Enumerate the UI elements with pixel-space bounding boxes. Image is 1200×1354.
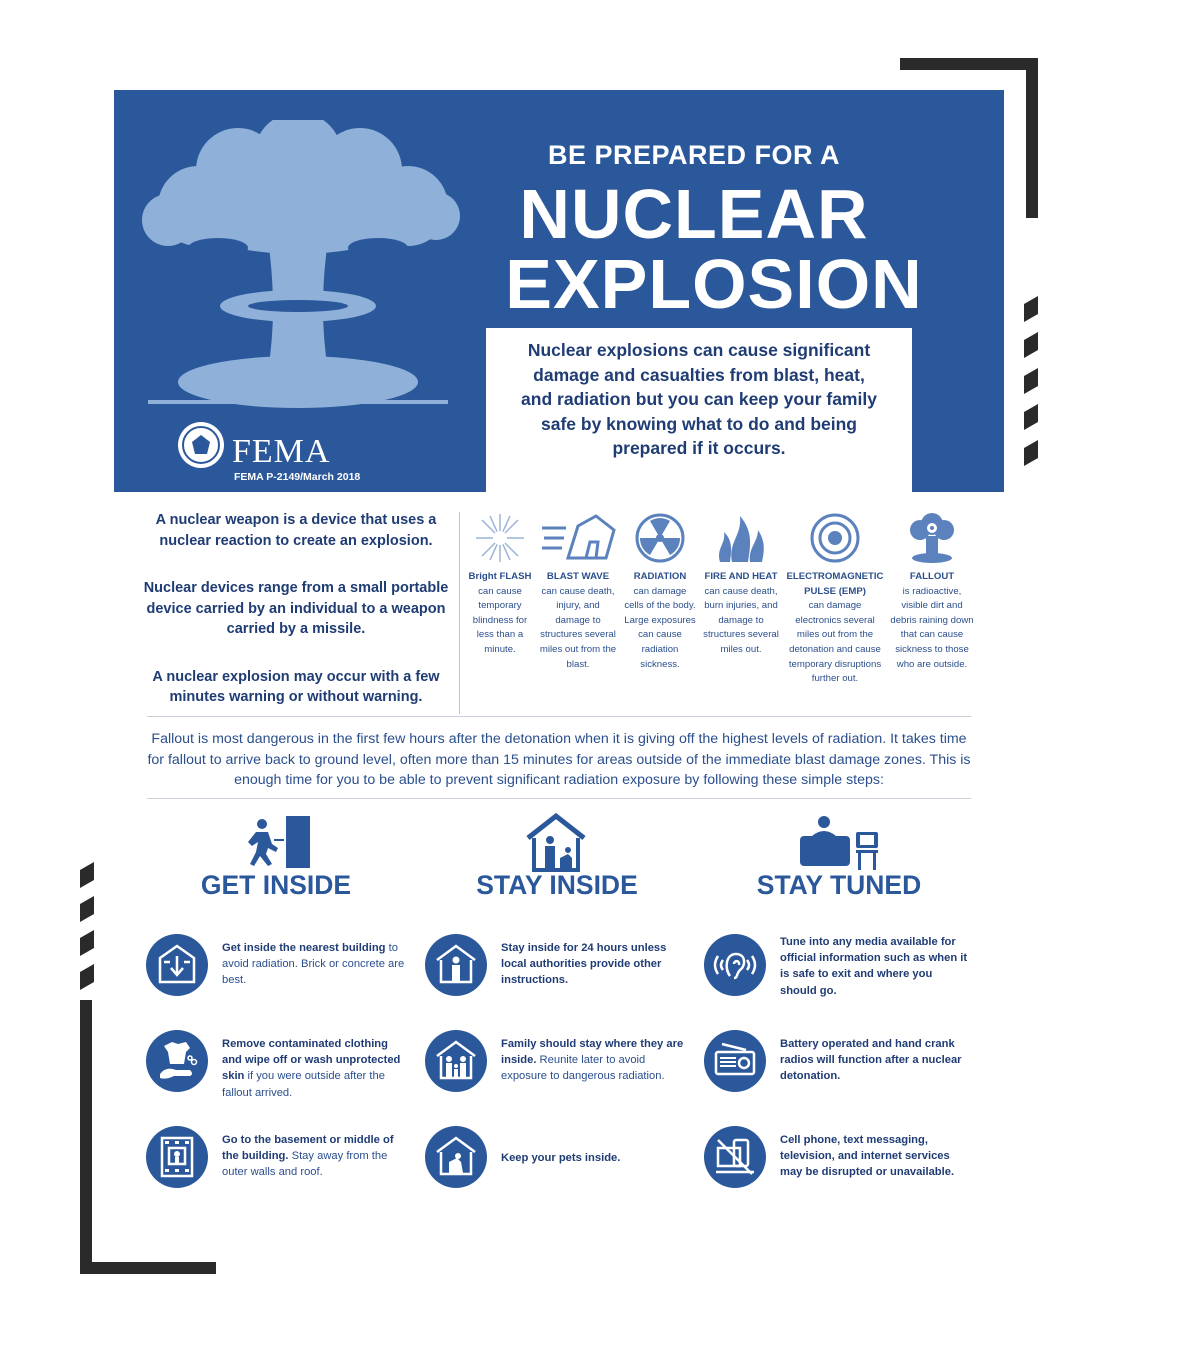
step-text <box>222 940 410 989</box>
title-line-1: NUCLEAR <box>519 175 869 253</box>
frame-right-bar <box>1026 58 1038 218</box>
step-get-inside-1 <box>146 934 408 998</box>
step-stay-tuned-1 <box>704 934 966 998</box>
step-icon-circle <box>425 934 487 996</box>
step-text-bold: Keep your pets inside. <box>501 1152 621 1164</box>
effect-radiation <box>624 512 696 672</box>
frame-stripe <box>1024 368 1038 394</box>
person-in-house-icon <box>425 934 487 996</box>
frame-stripe <box>80 896 94 922</box>
step-text-bold: Battery operated and hand crank radios will function after a nuclear detonation. <box>780 1038 962 1083</box>
ear-listening-icon <box>704 934 766 996</box>
effect-fallout <box>890 512 974 672</box>
frame-stripe <box>1024 296 1038 322</box>
step-text <box>501 1150 689 1166</box>
building-down-arrow-icon <box>146 934 208 996</box>
blast-wave-icon <box>540 512 616 564</box>
step-get-inside-2 <box>146 1030 408 1099</box>
step-text-rest: if you were outside after the fallout arrived. <box>222 1070 385 1099</box>
step-text-bold: Remove contaminated clothing and wipe off or wash unprotected skin <box>222 1038 401 1083</box>
step-text-bold: Go to the basement or middle of the building. <box>222 1134 394 1163</box>
frame-stripe <box>80 964 94 990</box>
fact-2: Nuclear devices range from a small portable device carried by an individual to a weapon carried by a missile. <box>143 580 449 637</box>
step-text-rest: Reunite later to avoid exposure to dangerous radiation. <box>501 1054 665 1083</box>
step-stay-inside-1 <box>425 934 687 998</box>
frame-stripe <box>80 930 94 956</box>
family-in-house-icon <box>425 1030 487 1092</box>
effect-title: BLAST WAVE <box>546 571 610 582</box>
step-text <box>501 940 689 989</box>
column-title-get-inside: GET INSIDE <box>200 870 352 900</box>
emp-icon <box>808 512 862 564</box>
step-text-bold: Tune into any media available for official information such as when it is safe to exit and where you should go. <box>780 936 968 997</box>
effect-emp <box>786 512 884 687</box>
step-text <box>780 934 968 999</box>
effect-fire <box>702 512 780 658</box>
divider <box>147 716 971 717</box>
step-get-inside-3 <box>146 1126 408 1190</box>
step-text-rest: to avoid radiation. Brick or concrete are best. <box>222 942 405 987</box>
effect-blast-wave <box>538 512 618 672</box>
no-phone-icon <box>704 1126 766 1188</box>
publication-number: FEMA P-2149/March 2018 <box>234 471 361 483</box>
building-center-icon <box>146 1126 208 1188</box>
effect-text: can damage electronics several miles out from the detonation and cause temporary disruptions further out. <box>788 600 882 685</box>
effect-title: ELECTROMAGNETIC PULSE (EMP) <box>786 571 884 597</box>
frame-left-bar <box>80 1000 92 1274</box>
column-title-stay-tuned: STAY TUNED <box>756 870 922 900</box>
running-to-door-icon <box>240 814 314 870</box>
step-text <box>222 1132 410 1181</box>
step-icon-circle <box>146 1030 208 1092</box>
fallout-icon <box>906 512 958 564</box>
frame-stripe <box>1024 332 1038 358</box>
fire-icon <box>714 512 768 564</box>
wash-hands-icon <box>146 1030 208 1092</box>
step-text <box>222 1036 410 1101</box>
step-icon-circle <box>704 1030 766 1092</box>
intro-text: Nuclear explosions can cause significant damage and casualties from blast, heat, and radiation but you can keep your family safe by knowing what to do and being prepared if it occurs. <box>521 340 877 459</box>
frame-stripe <box>80 862 94 888</box>
fact-1: A nuclear weapon is a device that uses a nuclear reaction to create an explosion. <box>155 512 437 549</box>
pet-in-house-icon <box>425 1126 487 1188</box>
step-text-bold: Get inside the nearest building <box>222 942 386 954</box>
intro-box <box>486 328 912 492</box>
frame-stripe <box>1024 404 1038 430</box>
step-icon-circle <box>704 1126 766 1188</box>
step-stay-inside-3 <box>425 1126 687 1190</box>
pre-title: BE PREPARED FOR A <box>547 140 841 170</box>
step-text-bold: Stay inside for 24 hours unless local authorities provide other instructions. <box>501 942 667 987</box>
step-icon-circle <box>146 1126 208 1188</box>
effect-title: RADIATION <box>633 571 687 582</box>
effect-text: can cause temporary blindness for less than a minute. <box>472 585 528 655</box>
step-stay-inside-2 <box>425 1030 687 1094</box>
step-icon-circle <box>425 1030 487 1092</box>
person-watching-tv-icon <box>798 814 882 872</box>
mushroom-cloud-icon <box>128 120 468 420</box>
step-text-bold: Family should stay where they are inside. <box>501 1038 684 1067</box>
fact-3: A nuclear explosion may occur with a few minutes warning or without warning. <box>152 668 440 705</box>
step-icon-circle <box>425 1126 487 1188</box>
dhs-seal-icon <box>176 420 226 470</box>
effect-text: can cause death, burn injuries, and damage to structures several miles out. <box>703 585 779 655</box>
step-stay-tuned-2 <box>704 1030 966 1094</box>
title-line-2: EXPLOSION <box>505 245 923 323</box>
divider <box>459 512 460 714</box>
step-text <box>501 1036 689 1085</box>
divider <box>147 798 971 799</box>
step-stay-tuned-3 <box>704 1126 966 1190</box>
frame-stripe <box>1024 440 1038 466</box>
step-text <box>780 1132 968 1181</box>
column-title-stay-inside: STAY INSIDE <box>476 870 638 900</box>
effect-title: FIRE AND HEAT <box>704 571 778 582</box>
radiation-icon <box>634 512 686 564</box>
step-icon-circle <box>704 934 766 996</box>
step-text-rest: Stay away from the outer walls and roof. <box>222 1150 388 1179</box>
effect-text: can cause death, injury, and damage to structures several miles out from the blast. <box>539 585 617 670</box>
frame-top-bar <box>900 58 1038 70</box>
effect-flash <box>466 512 534 658</box>
step-text <box>780 1036 968 1085</box>
radio-icon <box>704 1030 766 1092</box>
fema-logo: FEMA <box>232 433 331 470</box>
fallout-paragraph: Fallout is most dangerous in the first few hours after the detonation when it is giving off the highest levels of radiation. It takes time for fallout to arrive back to ground level, often more than 15 minutes for areas outside of the immediate blast damage zones. This is enough time for you to be able to prevent significant radiation exposure by following these simple steps: <box>147 731 971 788</box>
step-icon-circle <box>146 934 208 996</box>
facts-column <box>140 510 452 735</box>
effect-text: can damage cells of the body. Large exposures can cause radiation sickness. <box>624 585 696 670</box>
frame-bottom-bar <box>80 1262 216 1274</box>
header-banner <box>114 90 1004 492</box>
effect-title: FALLOUT <box>909 571 955 582</box>
effect-title: Bright FLASH <box>468 571 532 582</box>
flash-icon <box>472 512 528 564</box>
effect-text: is radioactive, visible dirt and debris raining down that can cause sickness to those who are outside. <box>890 585 974 670</box>
step-text-bold: Cell phone, text messaging, television, and internet services may be disrupted or unavailable. <box>780 1134 955 1179</box>
house-family-icon <box>524 812 588 872</box>
